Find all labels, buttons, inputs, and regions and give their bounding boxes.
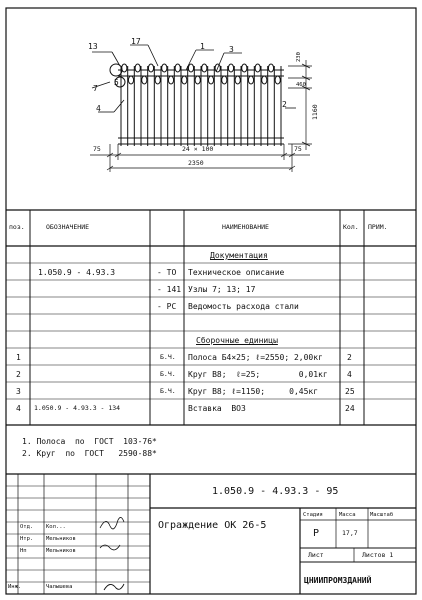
item-1-format: Б.Ч.	[160, 353, 176, 361]
header-note: ПРИМ.	[368, 223, 388, 231]
document-title: Ограждение ОК 26-5	[158, 520, 267, 531]
dim-230: 230	[296, 52, 302, 62]
item-4-pos: 4	[16, 404, 21, 413]
callout-1: 1	[200, 42, 205, 51]
insert-ring	[235, 76, 240, 84]
signer-2-role: Нтр.	[20, 536, 34, 542]
item-4-qty: 24	[345, 404, 355, 413]
document-number: 1.050.9 - 4.93.3 - 95	[212, 486, 339, 497]
header-qty: Кол.	[343, 223, 359, 231]
insert-ring	[195, 76, 200, 84]
item-3-qty: 25	[345, 387, 355, 396]
note-1: 1. Полоса по ГОСТ 103-76*	[22, 437, 157, 446]
insert-ring	[168, 76, 173, 84]
doc-row-2-name: Узлы 7; 13; 17	[188, 285, 256, 294]
dim-height-1160: 1160	[311, 104, 319, 120]
item-4-name: Вставка ВО3	[188, 404, 246, 413]
sheet-frame	[6, 8, 416, 594]
item-2-name: Круг В8; ℓ=25; 0,01кг	[188, 370, 328, 379]
insert-ring	[228, 64, 233, 72]
callout-3: 3	[229, 45, 234, 54]
section-assemblies: Сборочные единицы	[196, 336, 278, 345]
item-1-name: Полоса Б4×25; ℓ=2550; 2,00кг	[188, 353, 323, 362]
item-1-pos: 1	[16, 353, 21, 362]
dim-460: 460	[296, 82, 306, 88]
item-3-name: Круг В8; ℓ=1150; 0,45кг	[188, 387, 319, 396]
item-2-qty: 4	[347, 370, 352, 379]
doc-row-1-code: - ТО	[157, 268, 177, 277]
doc-row-2-code: - 141	[157, 285, 182, 294]
insert-ring	[128, 76, 133, 84]
callout-7: 7	[93, 84, 98, 93]
doc-row-3-code: - РС	[157, 302, 177, 311]
section-documents: Документация	[210, 251, 268, 260]
header-pos: поз.	[9, 223, 25, 231]
item-3-format: Б.Ч.	[160, 387, 176, 395]
insert-ring	[208, 76, 213, 84]
signer-4-role: Инж.	[8, 584, 22, 590]
dim-pitch: 24 × 100	[182, 145, 214, 153]
insert-ring	[255, 64, 260, 72]
mass-label: Масса	[339, 512, 356, 518]
insert-ring	[222, 76, 227, 84]
stage-value: Р	[313, 528, 320, 539]
callout-4: 4	[96, 104, 101, 113]
insert-ring	[188, 64, 193, 72]
insert-ring	[155, 76, 160, 84]
insert-ring	[122, 64, 127, 72]
insert-ring	[262, 76, 267, 84]
dim-left-75: 75	[93, 145, 101, 153]
dim-right-75: 75	[294, 145, 302, 153]
insert-ring	[268, 64, 273, 72]
fence-elevation	[110, 64, 284, 146]
signer-4-name: Чалышева	[46, 584, 73, 590]
doc-row-1-designation: 1.050.9 - 4.93.3	[38, 268, 116, 277]
callout-13: 13	[88, 42, 98, 51]
insert-ring	[135, 64, 140, 72]
insert-ring	[148, 64, 153, 72]
sheets-label: Листов 1	[362, 551, 394, 559]
insert-ring	[162, 64, 167, 72]
callout-5: 5	[114, 78, 119, 87]
signer-3-name: Мельников	[46, 548, 76, 554]
item-2-format: Б.Ч.	[160, 370, 176, 378]
item-1-qty: 2	[347, 353, 352, 362]
header-name: НАИМЕНОВАНИЕ	[222, 223, 269, 231]
insert-ring	[248, 76, 253, 84]
dim-total-length: 2350	[188, 159, 204, 167]
insert-ring	[182, 76, 187, 84]
callout-17: 17	[131, 37, 141, 46]
insert-ring	[202, 64, 207, 72]
mass-value: 17,7	[342, 529, 358, 537]
scale-label: Масштаб	[370, 512, 394, 518]
item-4-designation: 1.050.9 - 4.93.3 - 134	[34, 404, 121, 412]
signer-1-role: Отд.	[20, 524, 34, 530]
signer-2-name: Мельников	[46, 536, 76, 542]
sheet-label: Лист	[308, 551, 324, 559]
insert-ring	[175, 64, 180, 72]
organization-name: ЦНИИПРОМЗДАНИЙ	[304, 576, 372, 585]
insert-ring	[142, 76, 147, 84]
doc-row-1-name: Техническое описание	[188, 268, 285, 277]
note-2: 2. Круг по ГОСТ 2590-88*	[22, 449, 157, 458]
header-designation: ОБОЗНАЧЕНИЕ	[46, 223, 90, 231]
height-dimensions	[288, 60, 312, 150]
insert-ring	[242, 64, 247, 72]
signer-3-role: Нп	[20, 548, 27, 554]
signer-1-name: Кол...	[46, 524, 66, 530]
item-3-pos: 3	[16, 387, 21, 396]
item-2-pos: 2	[16, 370, 21, 379]
stage-label: Стадия	[303, 512, 323, 518]
callout-2: 2	[282, 100, 287, 109]
doc-row-3-name: Ведомость расхода стали	[188, 302, 299, 311]
insert-ring	[275, 76, 280, 84]
